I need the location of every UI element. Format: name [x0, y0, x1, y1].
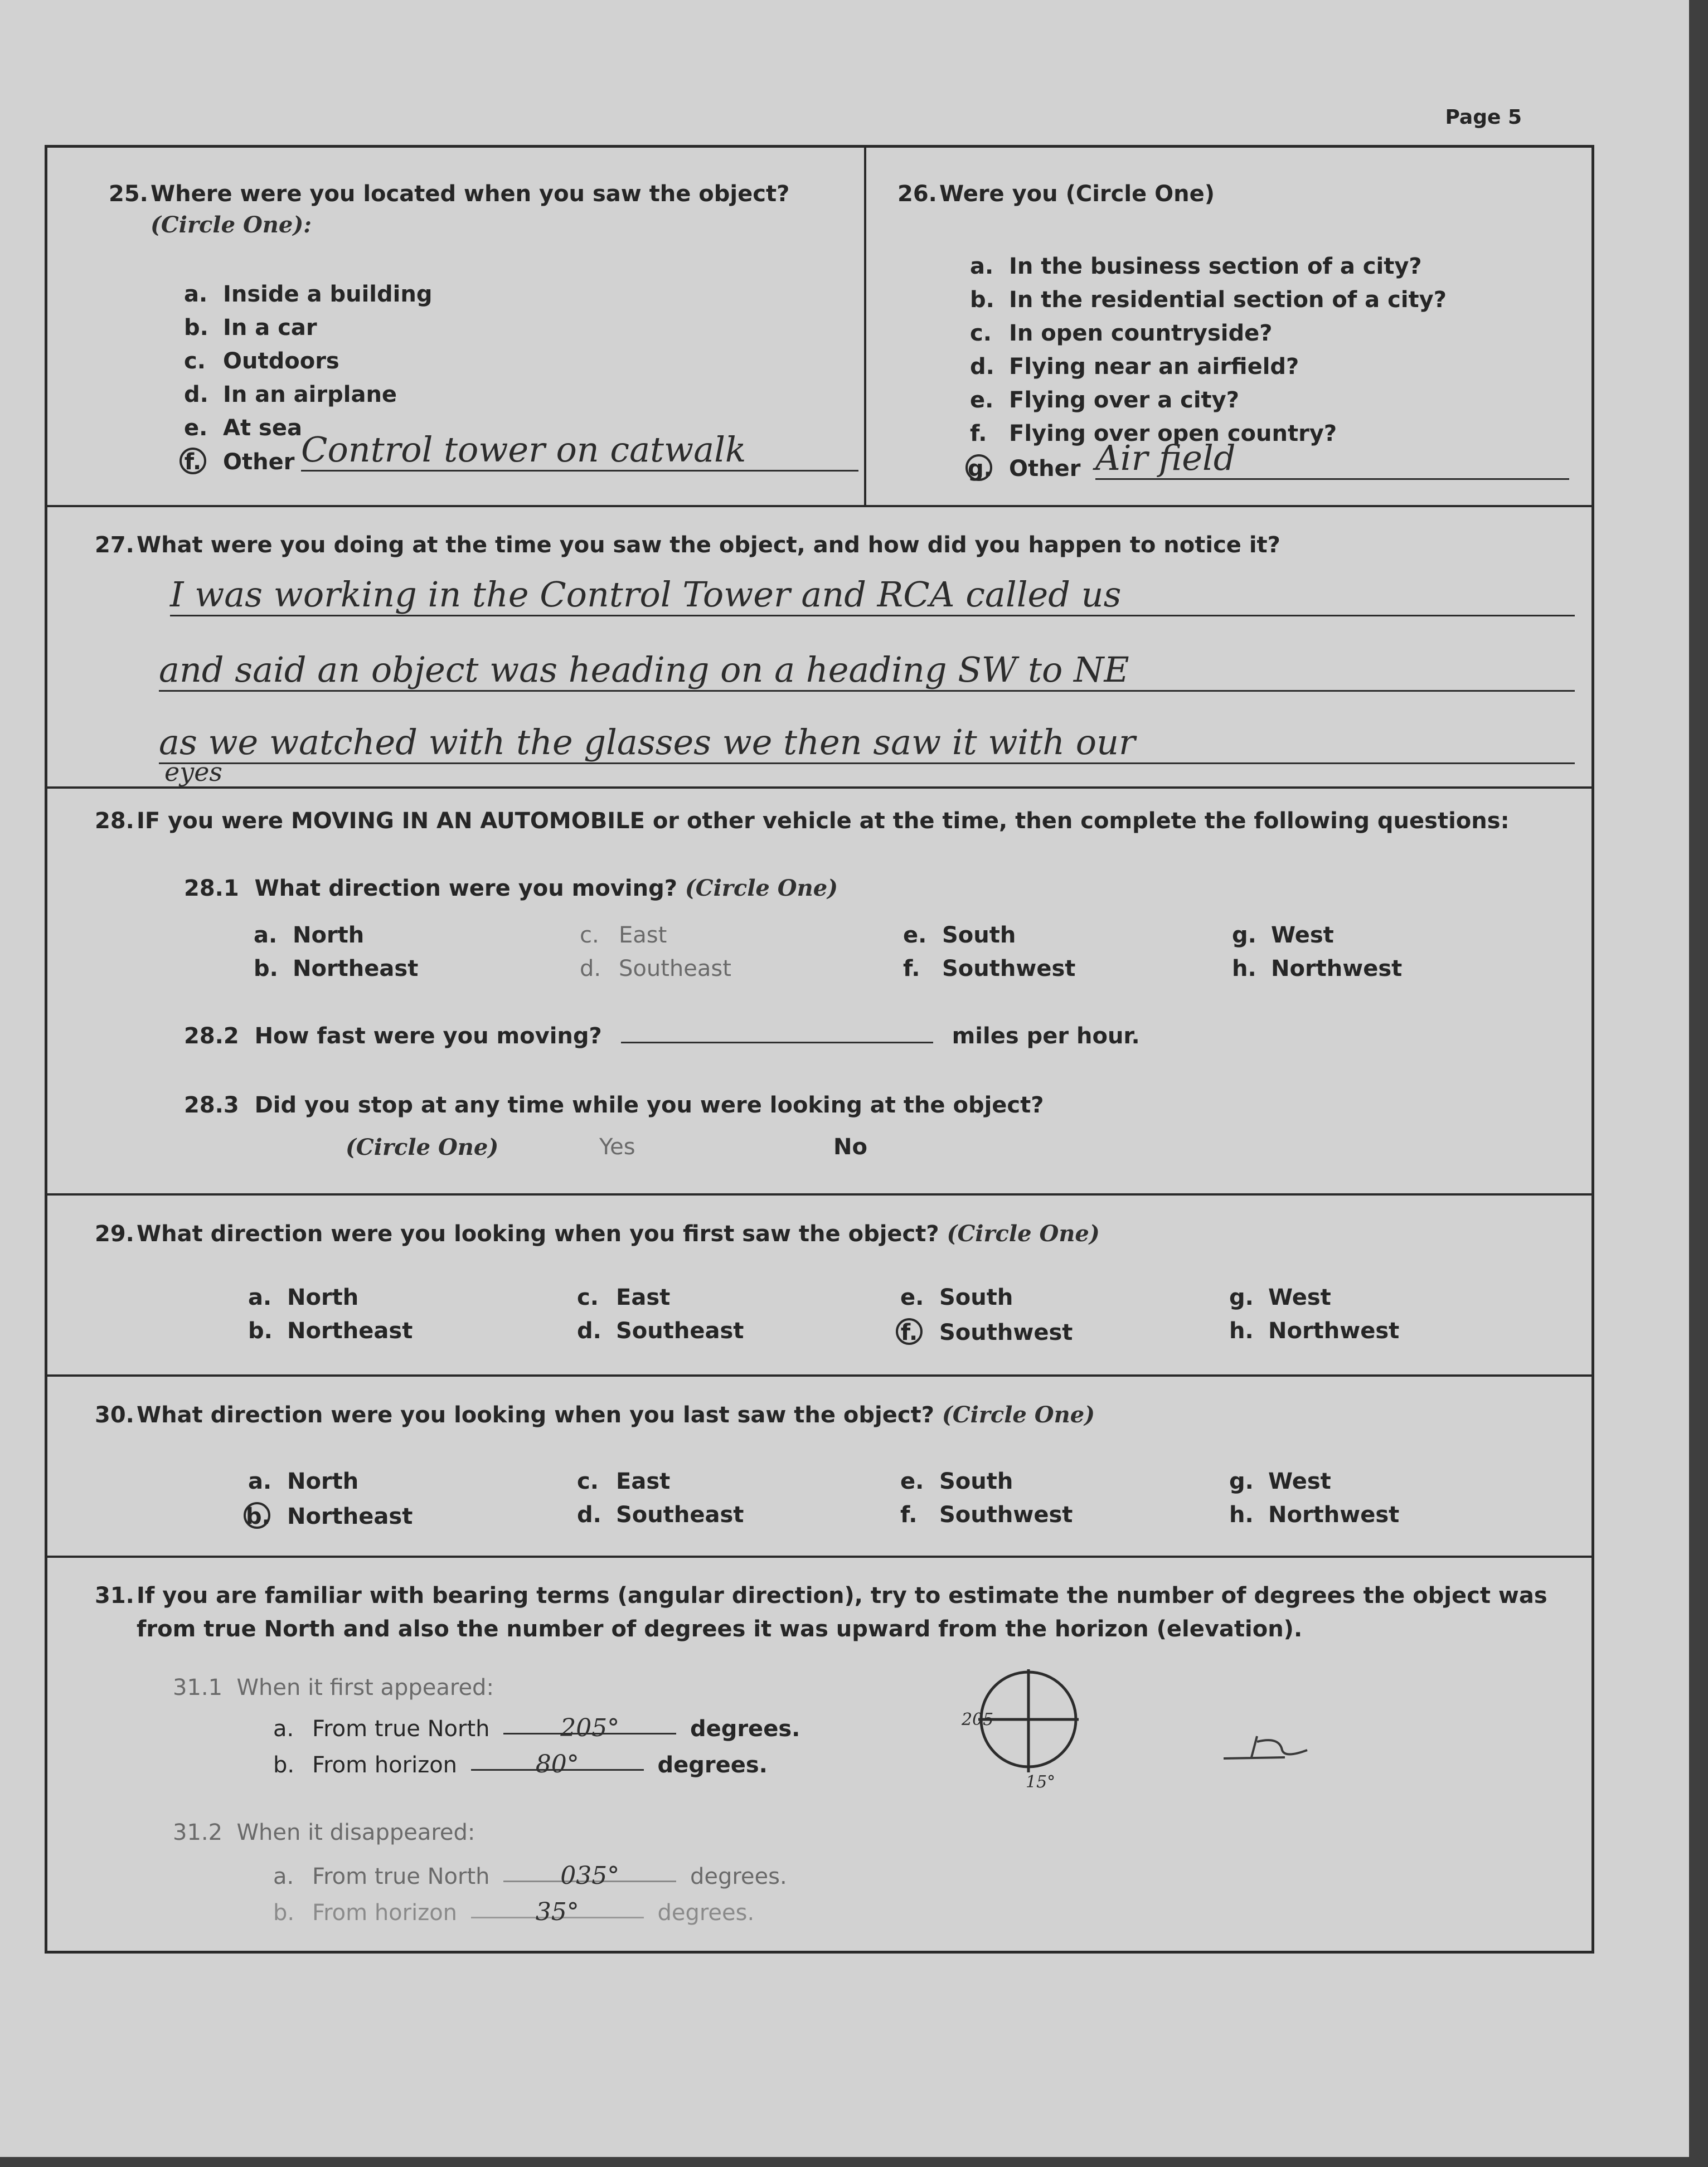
q26-option-f[interactable]: f. Flying over open country?: [970, 421, 1337, 446]
q25-other-answer[interactable]: Control tower on catwalk: [301, 429, 858, 472]
q31-2-b: b. From horizon 35° degrees.: [273, 1898, 755, 1926]
q30-option-d[interactable]: d. Southeast: [577, 1502, 744, 1528]
q29-option-f[interactable]: f. Southwest: [900, 1318, 1073, 1345]
q31-2-horizon-field[interactable]: 35°: [471, 1898, 644, 1918]
q28-1-option-b[interactable]: b. Northeast: [254, 956, 419, 982]
q28-1-option-g[interactable]: g. West: [1232, 922, 1334, 948]
q28-1-option-d[interactable]: d. Southeast: [580, 956, 731, 982]
page-number: Page 5: [1445, 106, 1522, 129]
q25-circle-mark: f.: [179, 448, 206, 474]
q28-question: 28. IF you were MOVING IN AN AUTOMOBILE or other vehicle at the time, then complete the following questions:: [95, 808, 1510, 834]
q30-option-c[interactable]: c. East: [577, 1469, 671, 1494]
section-31: [47, 1558, 1591, 1951]
q26-other-answer[interactable]: Air field: [1095, 438, 1569, 480]
section-29: [47, 1196, 1591, 1377]
section-30: [47, 1377, 1591, 1558]
q31-question-line-1: 31. If you are familiar with bearing terms (angular direction), try to estimate the number of degrees the object was: [95, 1583, 1547, 1609]
q30-option-a[interactable]: a. North: [248, 1469, 359, 1494]
q26-option-a[interactable]: a. In the business section of a city?: [970, 254, 1422, 279]
q28-2-speed-field[interactable]: [621, 1023, 933, 1043]
q30-circle-mark: b.: [244, 1502, 270, 1529]
q28-3-instruction: (Circle One): [346, 1134, 499, 1160]
q31-1-horizon-field[interactable]: 80°: [471, 1750, 644, 1771]
q25-option-d[interactable]: d. In an airplane: [184, 382, 397, 407]
q27-question: 27. What were you doing at the time you saw the object, and how did you happen to notice it?: [95, 532, 1280, 558]
q25-option-e[interactable]: e. At sea: [184, 415, 302, 441]
q31-1-a: a. From true North 205° degrees.: [273, 1714, 800, 1742]
q25-option-b[interactable]: b. In a car: [184, 315, 317, 341]
q28-3-question: 28.3 Did you stop at any time while you were looking at the object?: [184, 1092, 1044, 1118]
q25-option-a[interactable]: a. Inside a building: [184, 281, 433, 307]
q28-1-option-c[interactable]: c. East: [580, 922, 667, 948]
q25-instruction: (Circle One):: [151, 212, 312, 238]
q29-option-d[interactable]: d. Southeast: [577, 1318, 744, 1344]
q29-option-c[interactable]: c. East: [577, 1285, 671, 1310]
q31-1-north-field[interactable]: 205°: [503, 1714, 676, 1734]
q25-option-c[interactable]: c. Outdoors: [184, 348, 339, 374]
q31-1-b: b. From horizon 80° degrees.: [273, 1750, 768, 1779]
q30-option-b[interactable]: b. Northeast: [248, 1502, 413, 1529]
q31-1-label: 31.1 When it first appeared:: [173, 1675, 494, 1700]
q26-option-c[interactable]: c. In open countryside?: [970, 320, 1273, 346]
q31-2-north-field[interactable]: 035°: [503, 1862, 676, 1882]
q27-answer-line-3[interactable]: as we watched with the glasses we then saw it with our: [159, 722, 1575, 764]
column-divider: [864, 148, 866, 505]
scribble-mark: [1218, 1725, 1341, 1770]
q29-option-h[interactable]: h. Northwest: [1229, 1318, 1400, 1344]
section-28: [47, 789, 1591, 1196]
q29-circle-mark: f.: [896, 1318, 923, 1345]
section-25-26: [47, 148, 1591, 507]
q25-question: 25. Where were you located when you saw the object?: [109, 181, 790, 207]
q27-answer-line-1[interactable]: I was working in the Control Tower and RCA called us: [170, 574, 1575, 616]
q27-answer-line-4[interactable]: eyes: [164, 757, 223, 787]
q31-2-label: 31.2 When it disappeared:: [173, 1820, 475, 1845]
q29-option-b[interactable]: b. Northeast: [248, 1318, 413, 1344]
q28-3-no[interactable]: No: [833, 1134, 867, 1160]
q29-question: 29. What direction were you looking when you first saw the object? (Circle One): [95, 1221, 1100, 1247]
q28-1-option-h[interactable]: h. Northwest: [1232, 956, 1403, 982]
section-27: [47, 507, 1591, 789]
q28-1-question: 28.1 What direction were you moving? (Circle One): [184, 875, 838, 901]
q31-question-line-2: from true North and also the number of degrees it was upward from the horizon (elevation).: [137, 1616, 1303, 1642]
q28-1-option-a[interactable]: a. North: [254, 922, 365, 948]
q30-option-g[interactable]: g. West: [1229, 1469, 1331, 1494]
q29-option-e[interactable]: e. South: [900, 1285, 1013, 1310]
sketch-label-bottom: 15°: [1026, 1772, 1056, 1792]
q30-option-f[interactable]: f. Southwest: [900, 1502, 1073, 1528]
q26-option-e[interactable]: e. Flying over a city?: [970, 387, 1239, 413]
q26-option-b[interactable]: b. In the residential section of a city?: [970, 287, 1447, 313]
q28-2-question: 28.2 How fast were you moving? miles per hour.: [184, 1023, 1140, 1049]
sketch-label-left: 205: [962, 1710, 994, 1729]
q26-question: 26. Were you (Circle One): [897, 181, 1215, 207]
q30-option-h[interactable]: h. Northwest: [1229, 1502, 1400, 1528]
q25-option-f[interactable]: f. Other: [184, 448, 294, 475]
q28-3-yes[interactable]: Yes: [599, 1134, 635, 1160]
q27-answer-line-2[interactable]: and said an object was heading on a heading SW to NE: [159, 649, 1575, 692]
q26-option-d[interactable]: d. Flying near an airfield?: [970, 354, 1299, 380]
q29-option-g[interactable]: g. West: [1229, 1285, 1331, 1310]
q28-1-option-e[interactable]: e. South: [903, 922, 1016, 948]
q31-2-a: a. From true North 035° degrees.: [273, 1862, 787, 1890]
q29-option-a[interactable]: a. North: [248, 1285, 359, 1310]
q26-option-g[interactable]: g. Other: [970, 454, 1080, 482]
q30-question: 30. What direction were you looking when you last saw the object? (Circle One): [95, 1402, 1095, 1428]
q28-1-option-f[interactable]: f. Southwest: [903, 956, 1076, 982]
q30-option-e[interactable]: e. South: [900, 1469, 1013, 1494]
q26-circle-mark: g.: [965, 454, 992, 481]
bearing-sketch: [917, 1658, 1151, 1792]
form-frame: [45, 145, 1594, 1954]
